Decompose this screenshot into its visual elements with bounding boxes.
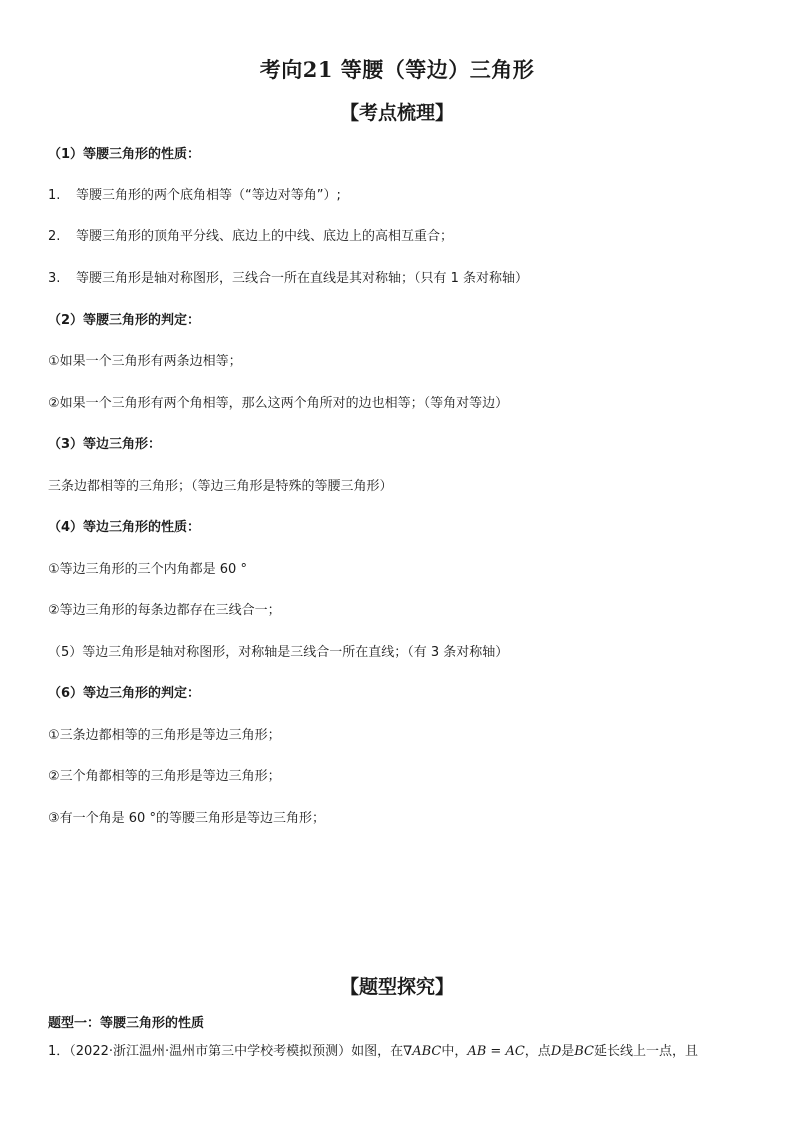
point-label: D	[550, 1044, 562, 1059]
point-item-2	[48, 228, 453, 246]
page-title: 考向21 等腰（等边）三角形	[259, 57, 535, 82]
point-item-12: ③有一个角是 60 °的等腰三角形是等边三角形；	[48, 811, 325, 826]
point-heading-2: （2）等腰三角形的判定：	[48, 313, 201, 328]
problem-text: 中，	[441, 1044, 468, 1059]
problem-text: 是	[561, 1044, 575, 1059]
item-text: 等腰三角形的顶角平分线、底边上的中线、底边上的高相互重合；	[76, 229, 454, 244]
segment-label: BC	[574, 1044, 595, 1059]
item-text: 等腰三角形是轴对称图形，三线合一所在直线是其对称轴；（只有 1 条对称轴）	[76, 271, 529, 286]
problem-prefix: 1．（2022·浙江温州·温州市第三中学校考模拟预测）如图，在	[48, 1044, 404, 1059]
equation: AB = AC	[467, 1044, 525, 1059]
point-item-8: ②等边三角形的每条边都存在三线合一；	[48, 603, 281, 618]
point-item-10: ①三条边都相等的三角形是等边三角形；	[48, 728, 281, 743]
item-number: 1.	[48, 188, 61, 203]
point-item-5: ②如果一个三角形有两个角相等，那么这两个角所对的边也相等；（等角对等边）	[48, 396, 509, 411]
problem-suffix: 延长线上一点，且	[594, 1044, 699, 1059]
point-item-11: ②三个角都相等的三角形是等边三角形；	[48, 769, 281, 784]
point-item-1	[48, 187, 341, 205]
problem-1	[48, 1043, 748, 1061]
point-heading-4: （4）等边三角形的性质：	[48, 520, 201, 535]
point-heading-3: （3）等边三角形：	[48, 437, 162, 452]
point-heading-1: （1）等腰三角形的性质：	[48, 147, 201, 162]
item-text: 等腰三角形的两个底角相等（“等边对等角”）;	[76, 188, 341, 203]
point-item-6: 三条边都相等的三角形；（等边三角形是特殊的等腰三角形）	[48, 479, 393, 494]
section-heading-key-points: 【考点梳理】	[339, 102, 454, 124]
question-type-heading: 题型一：等腰三角形的性质	[48, 1016, 205, 1031]
problem-text: ，点	[524, 1044, 551, 1059]
point-item-9: （5）等边三角形是轴对称图形，对称轴是三线合一所在直线；（有 3 条对称轴）	[48, 645, 509, 660]
item-number: 3.	[48, 271, 61, 286]
point-item-3	[48, 270, 528, 288]
point-item-7: ①等边三角形的三个内角都是 60 °	[48, 562, 247, 577]
item-number: 2.	[48, 229, 61, 244]
point-heading-6: （6）等边三角形的判定：	[48, 686, 201, 701]
section-heading-question-types: 【题型探究】	[339, 976, 454, 998]
triangle-symbol: ∇ABC	[403, 1044, 442, 1059]
point-item-4: ①如果一个三角形有两条边相等；	[48, 354, 242, 369]
